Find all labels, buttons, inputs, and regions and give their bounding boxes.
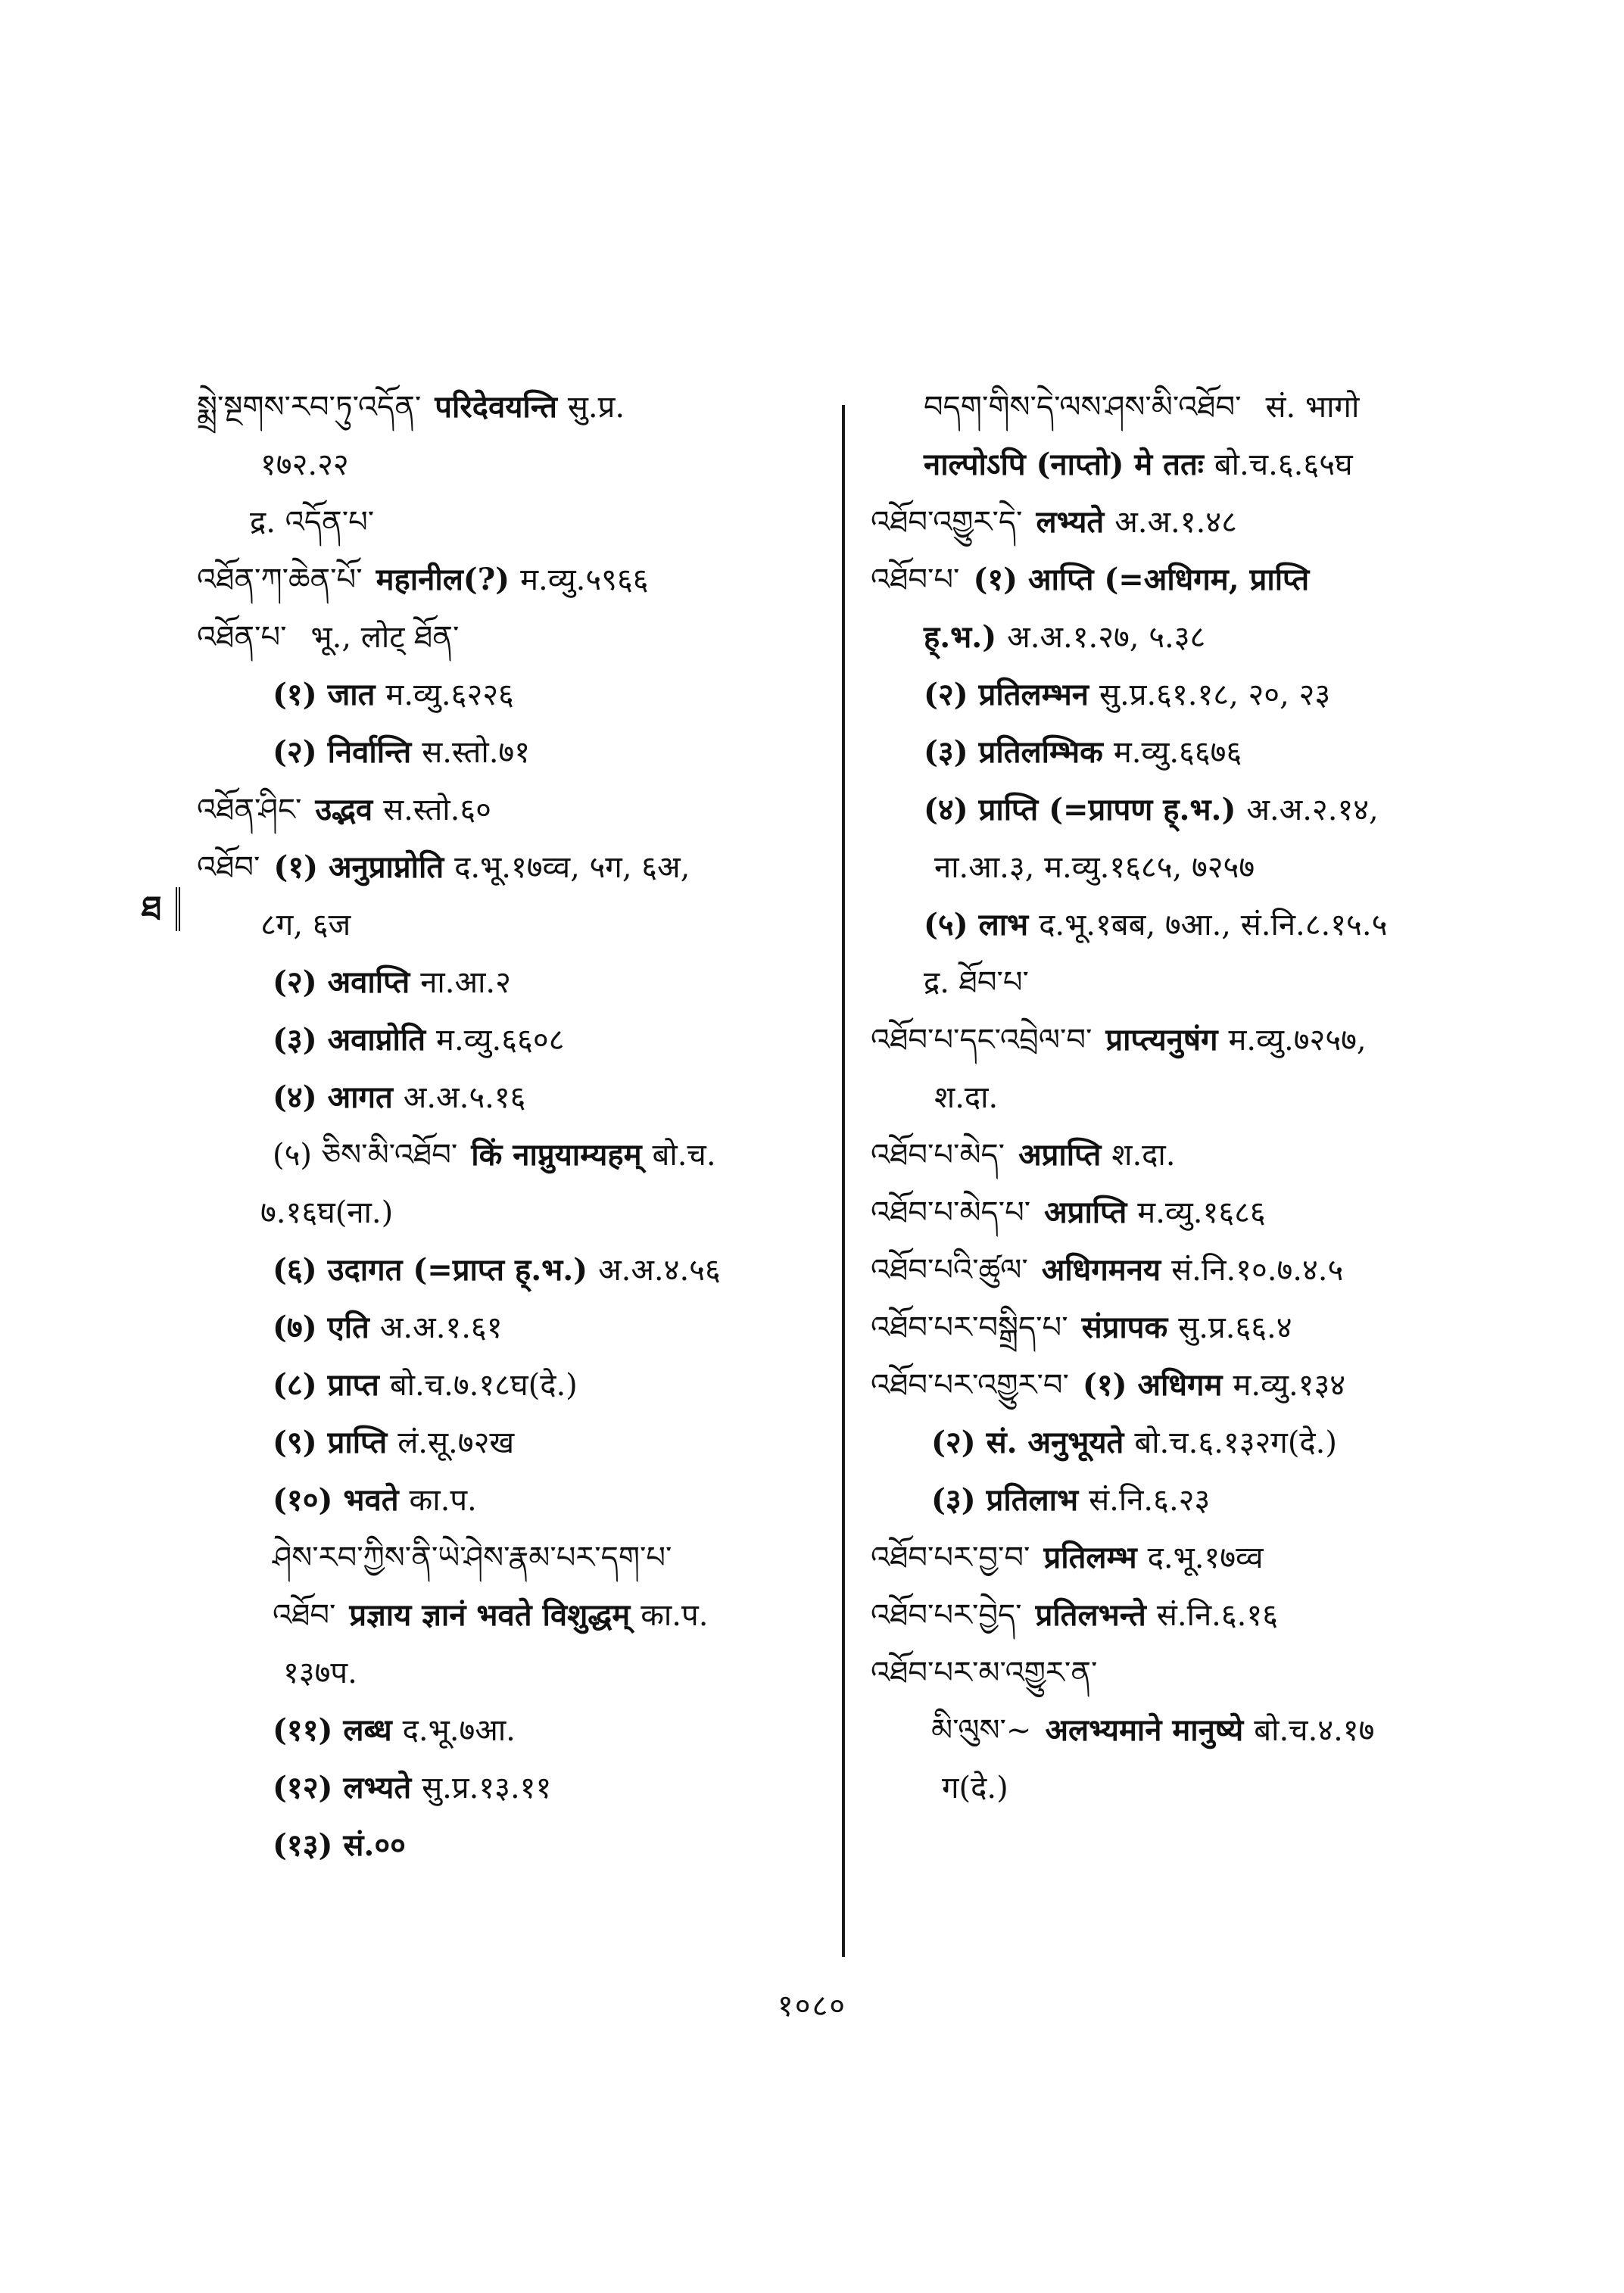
dictionary-line [871,896,1499,954]
sanskrit-equivalent: (४) प्राप्ति (=प्रापण ह्.भ.) [924,792,1236,827]
source-reference: ग(दे.) [942,1771,1008,1805]
source-reference: म.व्यु.१६८६ [1137,1195,1266,1230]
source-reference: अ.अ.१.४८ [1114,505,1237,540]
sanskrit-equivalent: (१३) सं.०० [273,1827,406,1863]
source-reference: ना.आ.२ [420,965,511,1000]
sanskrit-equivalent: प्राप्त्यनुषंग [1105,1022,1218,1058]
dictionary-line [871,1299,1499,1357]
sanskrit-equivalent: ह्.भ.) [924,619,997,655]
dictionary-line [197,609,825,666]
dictionary-line [197,1644,825,1702]
source-reference: बो.च. [652,1138,716,1173]
tibetan-term: མི་ལུས་~ [931,1713,1032,1748]
tibetan-term: འཐོབ་པ་མེད་ [871,1138,1005,1173]
dictionary-line [871,1414,1499,1472]
sanskrit-equivalent: (७) एति [273,1310,369,1345]
source-reference: अ.अ.१.२७, ५.३८ [1007,620,1206,655]
dictionary-line [197,1702,825,1759]
tibetan-term: འཐོབ་པར་བྱ་བ་ [871,1541,1030,1575]
tibetan-term: འཐོབ་པ་མེད་པ་ [871,1195,1031,1230]
source-reference: द.भू.१७व्व, ५ग, ६अ, [454,850,690,885]
dictionary-line [197,954,825,1011]
sanskrit-equivalent: (२) अवाप्ति [273,964,410,1000]
dictionary-line [871,666,1499,724]
dictionary-line [871,781,1499,839]
tibetan-term: འཐོན་ཀ་ཆེན་པོ་ [197,562,363,597]
sanskrit-equivalent: (१) जात [273,677,376,712]
dictionary-line [197,494,825,551]
sanskrit-equivalent: (२) निर्वान्ति [273,734,412,770]
source-reference: सं.नि.१०.७.४.५ [1171,1253,1344,1288]
sanskrit-equivalent: (३) प्रतिलम्भिक [924,734,1103,770]
dictionary-line [871,1759,1499,1817]
source-reference: म.व्यु.६६०८ [436,1023,565,1058]
sanskrit-equivalent: (१०) भवते [273,1482,399,1518]
tibetan-term: འཐོབ་པ་དང་འབྲེལ་བ་ [871,1023,1093,1058]
dictionary-line [871,839,1499,896]
source-reference: सु.प्र. [567,390,625,425]
sanskrit-equivalent: परिदेवयन्ति [435,389,557,425]
dictionary-line [871,724,1499,781]
tibetan-term: འཐོབ་པའི་ཚུལ་ [871,1253,1028,1288]
source-reference: अ.अ.५.१६ [403,1080,526,1115]
source-reference: १७२.२२ [260,447,349,482]
dictionary-line [871,1587,1499,1644]
tibetan-term: འཐོབ་པར་འགྱུར་བ་ [871,1368,1069,1403]
sanskrit-equivalent: प्रतिलभन्ते [1035,1597,1146,1633]
dictionary-line [871,1242,1499,1299]
source-reference: ७.१६घ(ना.) [260,1195,394,1230]
sanskrit-equivalent: (११) लब्ध [273,1712,392,1748]
sanskrit-equivalent: (१) आप्ति (=अधिगम, प्राप्ति [973,562,1310,597]
dictionary-line [871,1529,1499,1587]
source-reference: बो.च.४.१७ [1254,1713,1375,1748]
source-reference: ना.आ.३, म.व्यु.१६८५, ७२५७ [934,850,1255,885]
sanskrit-equivalent: (१) अनुप्राप्नोति [273,849,444,885]
sanskrit-equivalent: (२) प्रतिलम्भन [924,677,1089,712]
dictionary-line [197,1184,825,1242]
dictionary-line [197,896,825,954]
source-reference: १३७प. [283,1656,357,1690]
dictionary-line [871,436,1499,494]
source-reference: स.स्तो.६० [383,793,491,827]
tibetan-term: འཐོབ་པར་མ་འགྱུར་ན་ [871,1656,1098,1690]
dictionary-line [197,436,825,494]
sanskrit-equivalent: (६) उदागत (=प्राप्त ह्.भ.) [273,1252,588,1288]
dictionary-line [197,1242,825,1299]
source-reference: का.प. [409,1483,477,1518]
sanskrit-equivalent: लभ्यते [1036,504,1105,540]
dictionary-line [871,1702,1499,1759]
dictionary-line [197,724,825,781]
tibetan-term: འཐོན་ཤིང་ [197,793,302,827]
tibetan-term: འཐོབ་ [197,850,260,885]
tibetan-term: འཐོབ་ [273,1598,336,1633]
dictionary-line [197,1759,825,1817]
source-reference: म.व्यु.५९६६ [520,562,649,597]
source-reference: म.व्यु.६२२६ [385,678,514,712]
dictionary-line [871,1644,1499,1702]
sanskrit-equivalent: (२) सं. अनुभूयते [931,1425,1124,1460]
source-reference: श.दा. [934,1080,999,1115]
dictionary-line [197,1817,825,1874]
source-reference: द.भू.१बब, ७आ., सं.नि.८.१५.५ [1039,908,1388,942]
dictionary-line [197,1299,825,1357]
sanskrit-equivalent: (३) प्रतिलाभ [931,1482,1079,1518]
tibetan-term: བདག་གིས་དེ་ལས་ཤས་མི་འཐོབ་ [924,390,1242,425]
dictionary-line [871,1126,1499,1184]
dictionary-line [871,551,1499,609]
sanskrit-equivalent: अधिगमनय [1041,1252,1161,1288]
sanskrit-equivalent: नाल्पोऽपि (नाप्तो) मे ततः [924,447,1204,482]
dictionary-line [871,954,1499,1011]
dictionary-line [197,551,825,609]
tibetan-term: འཐོན་པ་ [197,620,287,655]
source-reference: द.भू.१७व्व [1147,1541,1264,1575]
source-reference: श.दा. [1111,1138,1176,1173]
dictionary-line [197,1069,825,1126]
sanskrit-equivalent: संप्रापक [1081,1310,1168,1345]
source-reference: सं.नि.६.२३ [1089,1483,1211,1518]
source-reference: सु.प्र.६१.१८, २०, २३ [1099,678,1331,712]
tibetan-term: སྨྲེ་སྔགས་རབ་ཏུ་འདོན་ [197,390,422,425]
dictionary-line [197,781,825,839]
dictionary-line [871,1357,1499,1414]
tibetan-term: ཤེས་རབ་ཀྱིས་ནི་ཡེ་ཤེས་རྣམ་པར་དག་པ་ [273,1541,672,1575]
dictionary-line [871,379,1499,436]
dictionary-line [197,1414,825,1472]
sanskrit-equivalent: (३) अवाप्नोति [273,1022,426,1058]
dictionary-line [197,1587,825,1644]
sanskrit-equivalent: (८) प्राप्त [273,1367,379,1403]
tibetan-term: द्र. འདོན་པ་ [250,505,375,540]
source-reference: भू., लोट् ཐོན་ [310,620,460,655]
sanskrit-equivalent: उद्भव [315,792,373,827]
sanskrit-equivalent: प्रज्ञाय ज्ञानं भवते विशुद्धम् [349,1597,631,1633]
dictionary-line [871,609,1499,666]
dictionary-line [197,1472,825,1529]
dictionary-line [871,1472,1499,1529]
source-reference: अ.अ.१.६१ [379,1310,503,1345]
source-reference: का.प. [641,1598,709,1633]
source-reference: बो.च.६.६५घ [1214,447,1353,482]
right-column [871,379,1499,1817]
dictionary-line [871,1184,1499,1242]
source-reference: म.व्यु.७२५७, [1228,1023,1367,1058]
sanskrit-equivalent: प्रतिलम्भ [1043,1540,1137,1575]
source-reference: सु.प्र.१३.११ [422,1771,552,1805]
dictionary-line [197,379,825,436]
tibetan-term: द्र. ཐོབ་པ་ [924,965,1029,1000]
tibetan-term: འཐོབ་འགྱུར་དེ་ [871,505,1023,540]
source-reference: द.भू.७आ. [402,1713,516,1748]
source-reference: सं.नि.६.१६ [1156,1598,1278,1633]
dictionary-line [871,1069,1499,1126]
source-reference: स.स्तो.७१ [422,735,531,770]
source-reference: अ.अ.४.५६ [598,1253,721,1288]
source-reference: बो.च.७.१८घ(दे.) [389,1368,578,1403]
sanskrit-equivalent: अलभ्यमाने मानुष्ये [1045,1712,1244,1748]
sanskrit-equivalent: (९) प्राप्ति [273,1425,388,1460]
source-reference: सु.प्र.६६.४ [1178,1310,1292,1345]
source-reference: बो.च.६.१३२ग(दे.) [1134,1425,1337,1460]
dictionary-line [197,666,825,724]
sanskrit-equivalent: महानील(?) [376,562,510,597]
dictionary-line [197,1529,825,1587]
source-reference: म.व्यु.६६७६ [1113,735,1242,770]
source-reference: सं. भागो [1265,390,1360,425]
source-reference: लं.सू.७२ख [397,1425,515,1460]
dictionary-line [197,1011,825,1069]
tibetan-term: འཐོབ་པར་བསྒྲིད་པ་ [871,1310,1068,1345]
tibetan-term: འཐོབ་པར་བྱེད་ [871,1598,1022,1633]
tibetan-term: འཐོབ་པ་ [871,562,960,597]
sanskrit-equivalent: (१२) लभ्यते [273,1770,412,1805]
section-marker: ཐ [127,887,180,931]
page-number: १०८० [777,1989,847,2024]
dictionary-line [871,494,1499,551]
column-divider [842,405,845,1957]
source-reference: अ.अ.२.१४, [1246,793,1379,827]
dictionary-line [197,1126,825,1184]
dictionary-line [197,839,825,896]
dictionary-line [871,1011,1499,1069]
left-column [197,379,825,1874]
sanskrit-equivalent: किं नाप्नुयाम्यहम् [471,1137,642,1173]
dictionary-line [197,1357,825,1414]
sanskrit-equivalent: (४) आगत [273,1080,393,1115]
sanskrit-equivalent: (५) लाभ [924,907,1029,942]
sanskrit-equivalent: अप्राप्ति [1018,1137,1102,1173]
sanskrit-equivalent: (१) अधिगम [1082,1367,1223,1403]
sanskrit-equivalent: अप्राप्ति [1044,1195,1127,1230]
source-reference: ८ग, ६ज [260,908,351,942]
source-reference: म.व्यु.१३४ [1233,1368,1346,1403]
tibetan-term: (५) ཅིས་མི་འཐོབ་ [273,1138,458,1173]
